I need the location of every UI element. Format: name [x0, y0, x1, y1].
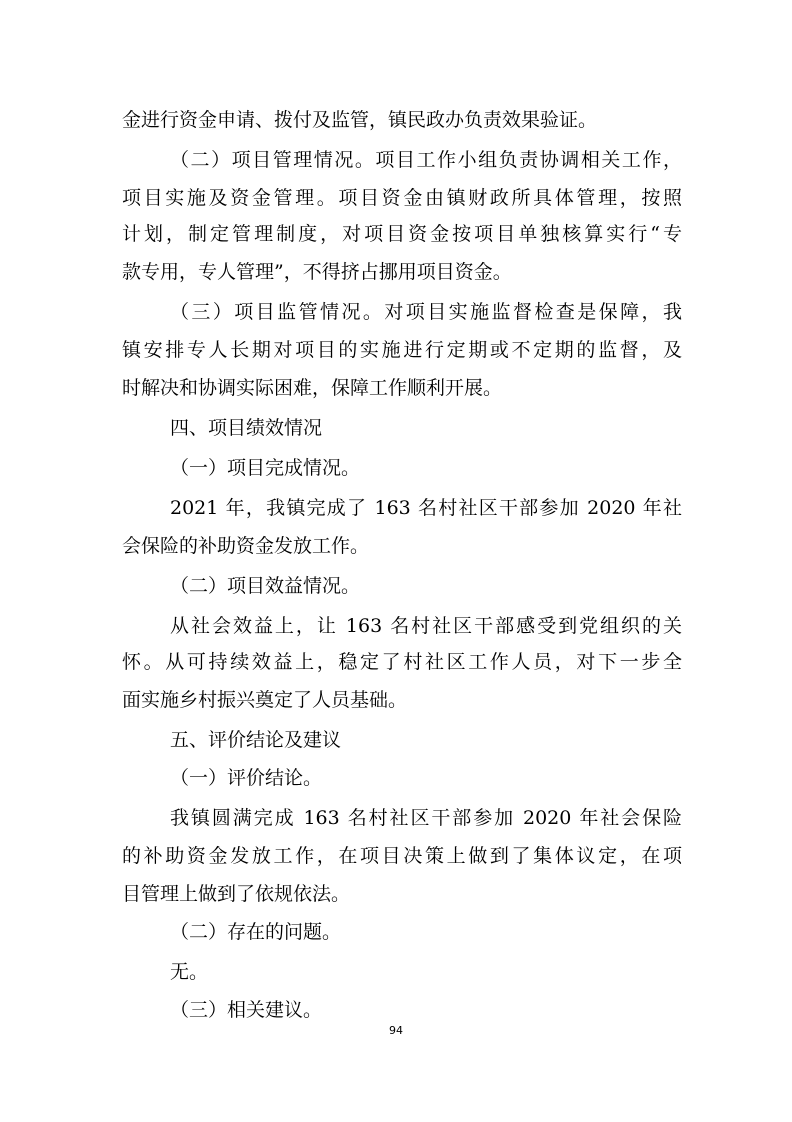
paragraph-line: 怀。从可持续效益上，稳定了村社区工作人员，对下一步全: [122, 651, 682, 673]
paragraph-line: 目管理上做到了依规依法。: [122, 883, 351, 905]
section-heading: 四、项目绩效情况: [170, 417, 323, 439]
paragraph-line: 从社会效益上，让 163 名村社区干部感受到党组织的关: [170, 615, 682, 637]
subsection-heading: （二）存在的问题。: [170, 921, 342, 943]
paragraph-line: 我镇圆满完成 163 名村社区干部参加 2020 年社会保险: [170, 807, 682, 829]
paragraph-line: （三）项目监管情况。对项目实施监督检查是保障，我: [170, 301, 682, 323]
paragraph-line: 2021 年，我镇完成了 163 名村社区干部参加 2020 年社: [170, 497, 682, 519]
page-number: 94: [389, 1024, 403, 1037]
paragraph-line: 时解决和协调实际困难，保障工作顺利开展。: [122, 377, 503, 399]
paragraph-line: 计划，制定管理制度，对项目资金按项目单独核算实行“专: [122, 223, 682, 245]
paragraph-line: 无。: [170, 961, 209, 983]
paragraph-line: 金进行资金申请、拨付及监管，镇民政办负责效果验证。: [122, 109, 598, 131]
paragraph-line: （二）项目管理情况。项目工作小组负责协调相关工作，: [170, 149, 682, 171]
paragraph-line: 镇安排专人长期对项目的实施进行定期或不定期的监督，及: [122, 339, 682, 361]
paragraph-line: 项目实施及资金管理。项目资金由镇财政所具体管理，按照: [122, 187, 682, 209]
paragraph-line: 面实施乡村振兴奠定了人员基础。: [122, 689, 408, 711]
subsection-heading: （一）评价结论。: [170, 767, 323, 789]
section-heading: 五、评价结论及建议: [170, 729, 342, 751]
subsection-heading: （二）项目效益情况。: [170, 575, 361, 597]
paragraph-line: 的补助资金发放工作，在项目决策上做到了集体议定，在项: [122, 845, 682, 867]
subsection-heading: （三）相关建议。: [170, 999, 323, 1021]
paragraph-line: 会保险的补助资金发放工作。: [122, 535, 370, 557]
subsection-heading: （一）项目完成情况。: [170, 457, 361, 479]
paragraph-line: 款专用，专人管理”，不得挤占挪用项目资金。: [122, 261, 512, 283]
